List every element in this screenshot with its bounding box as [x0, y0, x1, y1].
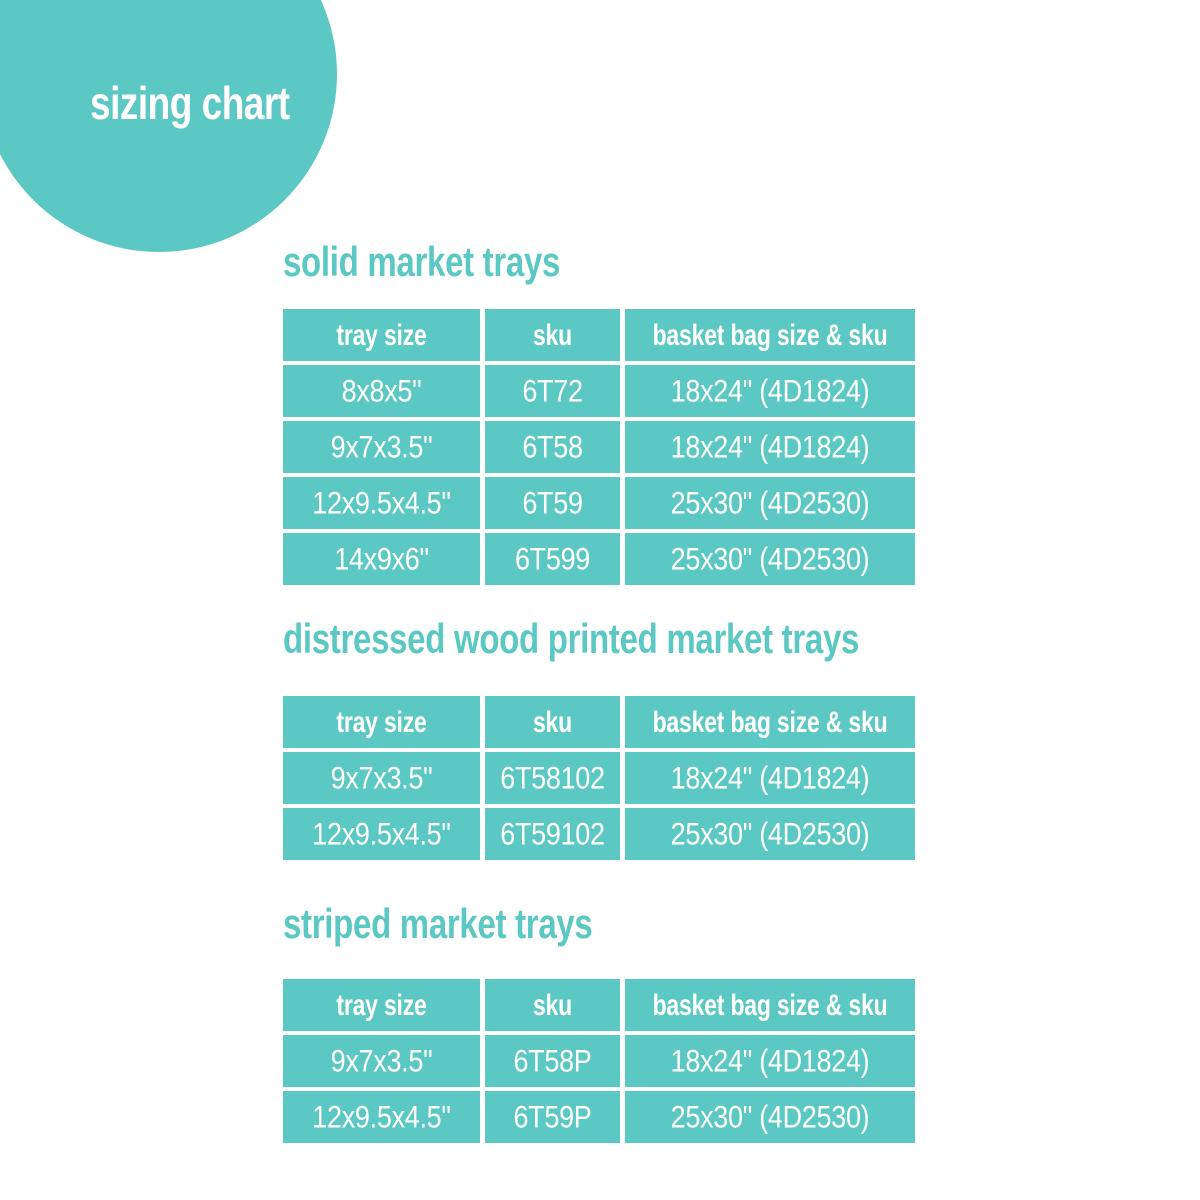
column-header-tray-size: tray size: [283, 309, 480, 361]
column-header-sku: sku: [485, 309, 620, 361]
cell-sku: 6T59102: [485, 808, 620, 860]
cell-tray-size: 12x9.5x4.5": [283, 477, 480, 529]
cell-basket-bag-size-sku: 18x24" (4D1824): [625, 752, 915, 804]
cell-tray-size: 9x7x3.5": [283, 421, 480, 473]
page-title: sizing chart: [90, 77, 290, 129]
cell-basket-bag-size-sku: 18x24" (4D1824): [625, 421, 915, 473]
section-title-distressed-wood-printed-market-trays: distressed wood printed market trays: [283, 615, 860, 662]
column-header-basket-bag-size-sku: basket bag size & sku: [625, 979, 915, 1031]
section-title-solid-market-trays: solid market trays: [283, 238, 561, 285]
cell-basket-bag-size-sku: 25x30" (4D2530): [625, 1091, 915, 1143]
cell-sku: 6T58102: [485, 752, 620, 804]
column-header-basket-bag-size-sku: basket bag size & sku: [625, 309, 915, 361]
cell-sku: 6T599: [485, 533, 620, 585]
column-header-tray-size: tray size: [283, 696, 480, 748]
table-solid-market-trays: [283, 309, 915, 585]
cell-sku: 6T59: [485, 477, 620, 529]
table-distressed-wood-printed-market-trays: [283, 696, 915, 860]
cell-basket-bag-size-sku: 25x30" (4D2530): [625, 477, 915, 529]
cell-sku: 6T58P: [485, 1035, 620, 1087]
cell-basket-bag-size-sku: 25x30" (4D2530): [625, 808, 915, 860]
column-header-basket-bag-size-sku: basket bag size & sku: [625, 696, 915, 748]
column-header-tray-size: tray size: [283, 979, 480, 1031]
cell-sku: 6T58: [485, 421, 620, 473]
cell-sku: 6T59P: [485, 1091, 620, 1143]
cell-tray-size: 14x9x6": [283, 533, 480, 585]
column-header-sku: sku: [485, 979, 620, 1031]
cell-tray-size: 12x9.5x4.5": [283, 1091, 480, 1143]
cell-tray-size: 12x9.5x4.5": [283, 808, 480, 860]
cell-tray-size: 9x7x3.5": [283, 752, 480, 804]
cell-tray-size: 9x7x3.5": [283, 1035, 480, 1087]
section-title-striped-market-trays: striped market trays: [283, 900, 593, 947]
cell-basket-bag-size-sku: 18x24" (4D1824): [625, 1035, 915, 1087]
table-striped-market-trays: [283, 979, 915, 1143]
cell-basket-bag-size-sku: 25x30" (4D2530): [625, 533, 915, 585]
cell-sku: 6T72: [485, 365, 620, 417]
cell-basket-bag-size-sku: 18x24" (4D1824): [625, 365, 915, 417]
cell-tray-size: 8x8x5": [283, 365, 480, 417]
column-header-sku: sku: [485, 696, 620, 748]
